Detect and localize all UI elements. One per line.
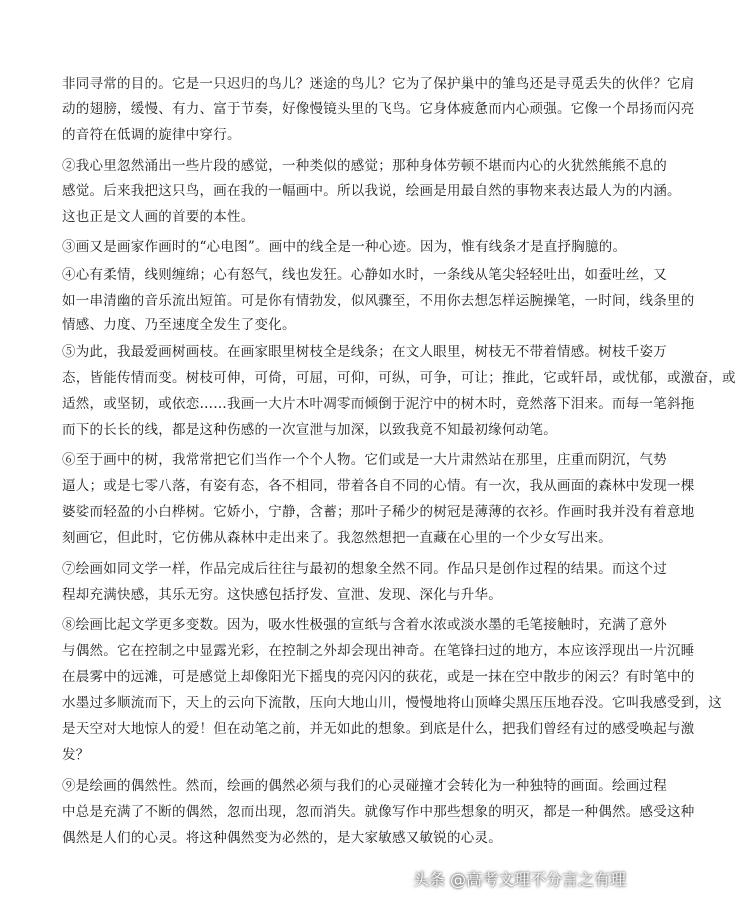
text-line: 适然，或坚韧，或依恋……我画一大片木叶凋零而倾倒于泥泞中的树木时，竟然落下泪来。而每一笔斜拖: [62, 396, 695, 412]
text-line: 而下的长长的线，都是这种伤感的一次宣泄与加深，以致我竟不知最初缘何动笔。: [62, 422, 557, 438]
text-line: ⑦绘画如同文学一样，作品完成后往往与最初的想象全然不同。作品只是创作过程的结果。而这个过: [62, 561, 667, 577]
text-line: 程却充满快感，其乐无穷。这快感包括抒发、宣泄、发现、深化与升华。: [62, 587, 502, 603]
text-line: 态，皆能传情而变。树枝可伸，可倚，可屈，可仰，可纵，可争，可让；推此，它或轩昂，或忧郁，或激奋，或: [62, 370, 736, 386]
text-line: 情感、力度、乃至速度全发生了变化。: [62, 317, 296, 333]
text-line: 感觉。后来我把这只鸟，画在我的一幅画中。所以我说，绘画是用最自然的事物来表达最人为的内涵。: [62, 183, 681, 199]
text-line: 水墨过多顺流而下，天上的云向下流散，压向大地山川，慢慢地将山顶峰尖黑压压地吞没。它叫我感受到，这: [62, 695, 722, 711]
text-line: ⑨是绘画的偶然性。然而，绘画的偶然必须与我们的心灵碰撞才会转化为一种独特的画面。绘画过程: [62, 778, 667, 794]
text-line: 在晨雾中的远滩，可是感觉上却像阳光下摇曳的亮闪闪的荻花，或是一抹在空中散步的闲云？有时笔中的: [62, 669, 695, 685]
text-line: 婆娑而轻盈的小白桦树。它娇小，宁静，含蓄；那叶子稀少的树冠是薄薄的衣衫。作画时我并没有着意地: [62, 504, 695, 520]
text-line: ③画又是画家作画时的“心电图”。画中的线全是一种心迹。因为，惟有线条才是直抒胸臆的。: [62, 239, 627, 255]
text-line: 如一串清幽的音乐流出短笛。可是你有情勃发，似风骤至，不用你去想怎样运腕操笔，一时间，线条里的: [62, 293, 695, 309]
text-line: 动的翅膀，缓慢、有力、富于节奏，好像慢镜头里的飞鸟。它身体疲惫而内心顽强。它像一个昂扬而闪亮: [62, 101, 695, 117]
text-line: 这也正是文人画的首要的本性。: [62, 209, 255, 225]
watermark: 头条 @高考文理不分言之有理: [412, 869, 626, 889]
text-line: 是天空对大地惊人的爱！但在动笔之前，并无如此的想象。到底是什么，把我们曾经有过的感受唤起与激: [62, 721, 695, 737]
text-line: 偶然是人们的心灵。将这种偶然变为必然的，是大家敏感又敏锐的心灵。: [62, 830, 502, 846]
text-line: 中总是充满了不断的偶然，忽而出现，忽而消失。就像写作中那些想象的明灭，都是一种偶然。感受这种: [62, 804, 695, 820]
text-line: ⑧绘画比起文学更多变数。因为，吸水性极强的宣纸与含着水浓或淡水墨的毛笔接触时，充满了意外: [62, 617, 667, 633]
text-line: 非同寻常的目的。它是一只迟归的鸟儿？迷途的鸟儿？它为了保护巢中的雏鸟还是寻觅丢失的伙伴？它肩: [62, 76, 695, 92]
text-line: ②我心里忽然涌出一些片段的感觉，一种类似的感觉；那种身体劳顿不堪而内心的火犹然熊熊不息的: [62, 158, 667, 174]
text-line: ④心有柔情，线则缠绵；心有怒气，线也发狂。心静如水时，一条线从笔尖轻轻吐出，如蚕吐丝，又: [62, 267, 667, 283]
text-line: 刻画它，但此时，它仿佛从森林中走出来了。我忽然想把一直藏在心里的一个少女写出来。: [62, 530, 612, 546]
text-line: 发？: [62, 747, 90, 763]
text-line: 的音符在低调的旋律中穿行。: [62, 127, 241, 143]
text-line: ⑤为此，我最爱画树画枝。在画家眼里树枝全是线条；在文人眼里，树枝无不带着情感。树枝千姿万: [62, 344, 667, 360]
text-line: 逼人；或是七零八落，有姿有态，各不相同，带着各自不同的心情。有一次，我从画面的森林中发现一棵: [62, 478, 695, 494]
text-line: ⑥至于画中的树，我常常把它们当作一个个人物。它们或是一大片肃然站在那里，庄重而阴沉，气势: [62, 452, 667, 468]
text-line: 与偶然。它在控制之中显露光彩，在控制之外却会现出神奇。在笔锋扫过的地方，本应该浮现出一片沉睡: [62, 643, 695, 659]
